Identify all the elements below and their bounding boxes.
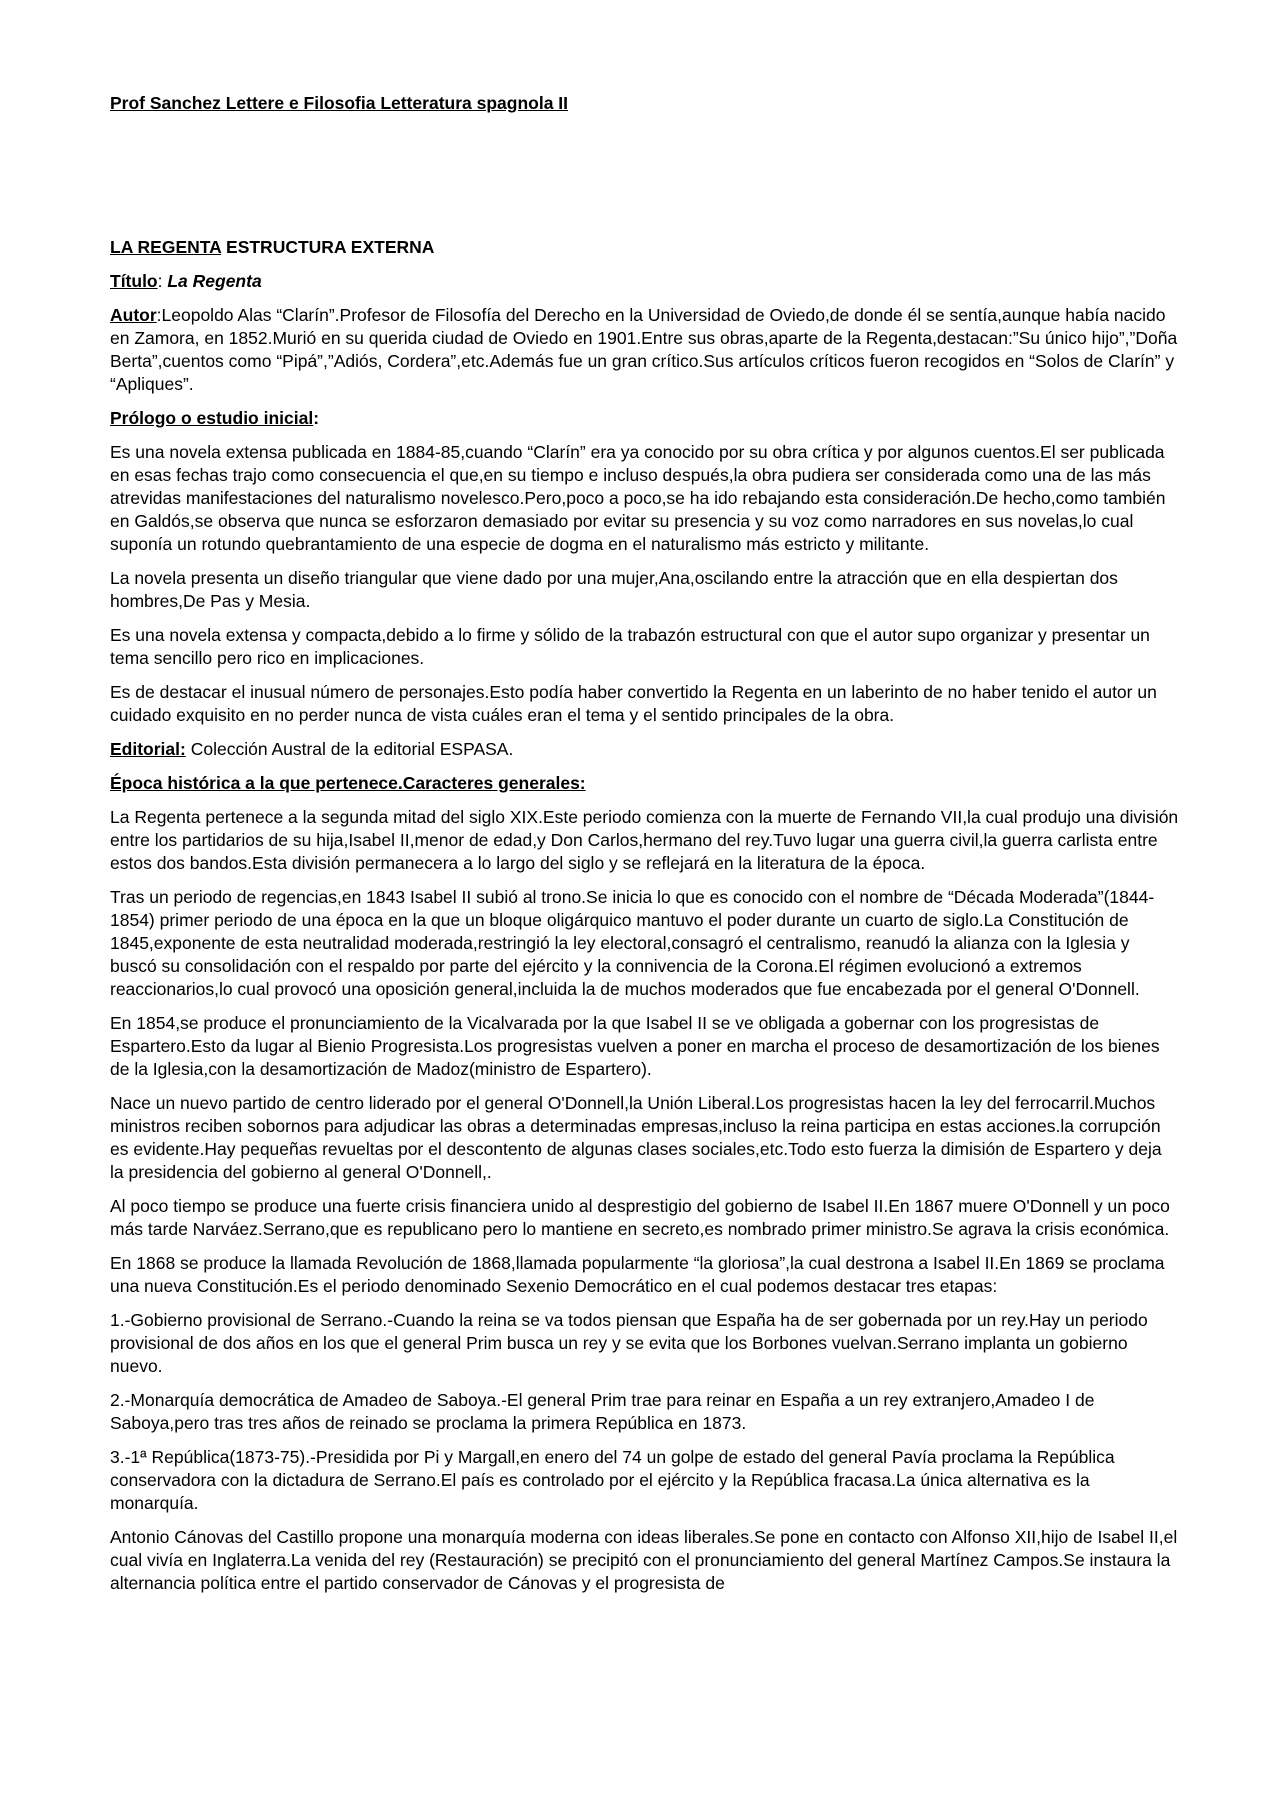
editorial-text: Colección Austral de la editorial ESPASA.: [185, 739, 514, 759]
epoca-paragraph: Antonio Cánovas del Castillo propone una monarquía moderna con ideas liberales.Se pone en contacto con Alfonso XII,hijo de Isabel II,el cual vivía en Inglaterra.La venida del rey (Restauración) se precipitó con el pronunciamiento del general Martínez Campos.Se instaura la alternancia política entre el partido conservador de Cánovas y el progresista de: [110, 1527, 1178, 1593]
epoca-paragraph: Nace un nuevo partido de centro liderado por el general O'Donnell,la Unión Liberal.Los progresistas hacen la ley del ferrocarril.Muchos ministros reciben sobornos para adjudicar las obras a determinadas empresas,incluso la reina participa en estas acciones.la corrupción es evidente.Hay pequeñas revueltas por el descontento de algunas clases sociales,etc.Todo esto fuerza la dimisión de Espartero y deja la presidencia del gobierno al general O'Donnell,.: [110, 1093, 1162, 1182]
titulo-sep: :: [157, 271, 168, 291]
prologo-heading: [110, 407, 1180, 430]
prologo-paragraph: La novela presenta un diseño triangular que viene dado por una mujer,Ana,oscilando entre la atracción que en ella despiertan dos hombres,De Pas y Mesia.: [110, 568, 1118, 611]
epoca-paragraph: 1.-Gobierno provisional de Serrano.-Cuando la reina se va todos piensan que España ha de ser gobernada por un rey.Hay un periodo provisional de dos años en los que el general Prim busca un rey y se evita que los Borbones vuelvan.Serrano implanta un gobierno nuevo.: [110, 1310, 1148, 1376]
epoca-paragraph: La Regenta pertenece a la segunda mitad del siglo XIX.Este periodo comienza con la muerte de Fernando VII,la cual produjo una división entre los partidarios de su hija,Isabel II,menor de edad,y Don Carlos,hermano del rey.Tuvo lugar una guerra civil,la guerra carlista entre estos dos bandos.Esta división permanecera a lo largo del siglo y se reflejará en la literatura de la época.: [110, 807, 1179, 873]
autor-label: Autor: [110, 305, 157, 325]
prologo-paragraph: Es de destacar el inusual número de personajes.Esto podía haber convertido la Regenta en un laberinto de no haber tenido el autor un cuidado exquisito en no perder nunca de vista cuáles eran el tema y el sentido principales de la obra.: [110, 682, 1157, 725]
title-rest: ESTRUCTURA EXTERNA: [221, 237, 435, 257]
titulo-value: La Regenta: [167, 271, 262, 291]
prologo-paragraph: Es una novela extensa publicada en 1884-85,cuando “Clarín” era ya conocido por su obra crítica y por algunos cuentos.El ser publicada en esas fechas trajo como consecuencia el que,en su tiempo e incluso después,la obra pudiera ser considerada como una de las más atrevidas manifestaciones del naturalismo novelesco.Pero,poco a poco,se ha ido rebajando esta consideración.De hecho,como también en Galdós,se observa que nunca se esforzaron demasiado por evitar su presencia y su voz como narradores en sus novelas,lo cual suponía un rotundo quebrantamiento de una especie de dogma en el naturalismo más estricto y militante.: [110, 442, 1166, 554]
epoca-paragraph: En 1854,se produce el pronunciamiento de la Vicalvarada por la que Isabel II se ve obligada a gobernar con los progresistas de Espartero.Esto da lugar al Bienio Progresista.Los progresistas vuelven a poner en marcha el proceso de desamortización de los bienes de la Iglesia,con la desamortización de Madoz(ministro de Espartero).: [110, 1013, 1160, 1079]
epoca-paragraph: 2.-Monarquía democrática de Amadeo de Saboya.-El general Prim trae para reinar en España a un rey extranjero,Amadeo I de Saboya,pero tras tres años de reinado se proclama la primera República en 1873.: [110, 1390, 1095, 1433]
title-underlined: LA REGENTA: [110, 237, 222, 257]
epoca-label: Época histórica a la que pertenece.Caracteres generales:: [110, 773, 586, 793]
document-header: Prof Sanchez Lettere e Filosofia Letteratura spagnola II: [110, 93, 569, 113]
prologo-paragraph: Es una novela extensa y compacta,debido a lo firme y sólido de la trabazón estructural con que el autor supo organizar y presentar un tema sencillo pero rico en implicaciones.: [110, 625, 1150, 668]
document-body: [110, 236, 1180, 1606]
editorial-line: [110, 738, 1180, 761]
epoca-paragraph: 3.-1ª República(1873-75).-Presidida por Pi y Margall,en enero del 74 un golpe de estado del general Pavía proclama la República conservadora con la dictadura de Serrano.El país es controlado por el ejército y la República fracasa.La única alternativa es la monarquía.: [110, 1447, 1115, 1513]
editorial-label: Editorial:: [110, 739, 186, 759]
epoca-heading: [110, 772, 1180, 795]
autor-paragraph: [110, 304, 1180, 396]
titulo-label: Título: [110, 271, 158, 291]
epoca-paragraph: Al poco tiempo se produce una fuerte crisis financiera unido al desprestigio del gobierno de Isabel II.En 1867 muere O'Donnell y un poco más tarde Narváez.Serrano,que es republicano pero lo mantiene en secreto,es nombrado primer ministro.Se agrava la crisis económica.: [110, 1196, 1170, 1239]
autor-text: :Leopoldo Alas “Clarín”.Profesor de Filosofía del Derecho en la Universidad de Oviedo,de donde él se sentía,aunque había nacido en Zamora, en 1852.Murió en su querida ciudad de Oviedo en 1901.Entre sus obras,aparte de la Regenta,destacan:”Su único hijo”,”Doña Berta”,cuentos como “Pipá”,”Adiós, Cordera”,etc.Además fue un gran crítico.Sus artículos críticos fueron recogidos en “Solos de Clarín” y “Apliques”.: [110, 305, 1178, 394]
epoca-paragraph: Tras un periodo de regencias,en 1843 Isabel II subió al trono.Se inicia lo que es conocido con el nombre de “Década Moderada”(1844-1854) primer periodo de una época en la que un bloque oligárquico mantuvo el poder durante un cuarto de siglo.La Constitución de 1845,exponente de esta neutralidad moderada,restringió la ley electoral,consagró el centralismo, reanudó la alianza con la Iglesia y buscó su consolidación con el respaldo por parte del ejército y la connivencia de la Corona.El régimen evolucionó a extremos reaccionarios,lo cual provocó una oposición general,incluida la de muchos moderados que fue encabezada por el general O'Donnell.: [110, 887, 1155, 999]
titulo-line: [110, 270, 1180, 293]
prologo-label: Prólogo o estudio inicial: [110, 408, 314, 428]
epoca-paragraph: En 1868 se produce la llamada Revolución de 1868,llamada popularmente “la gloriosa”,la cual destrona a Isabel II.En 1869 se proclama una nueva Constitución.Es el periodo denominado Sexenio Democrático en el cual podemos destacar tres etapas:: [110, 1253, 1165, 1296]
section-title: [110, 236, 1180, 259]
prologo-colon: :: [313, 408, 320, 428]
